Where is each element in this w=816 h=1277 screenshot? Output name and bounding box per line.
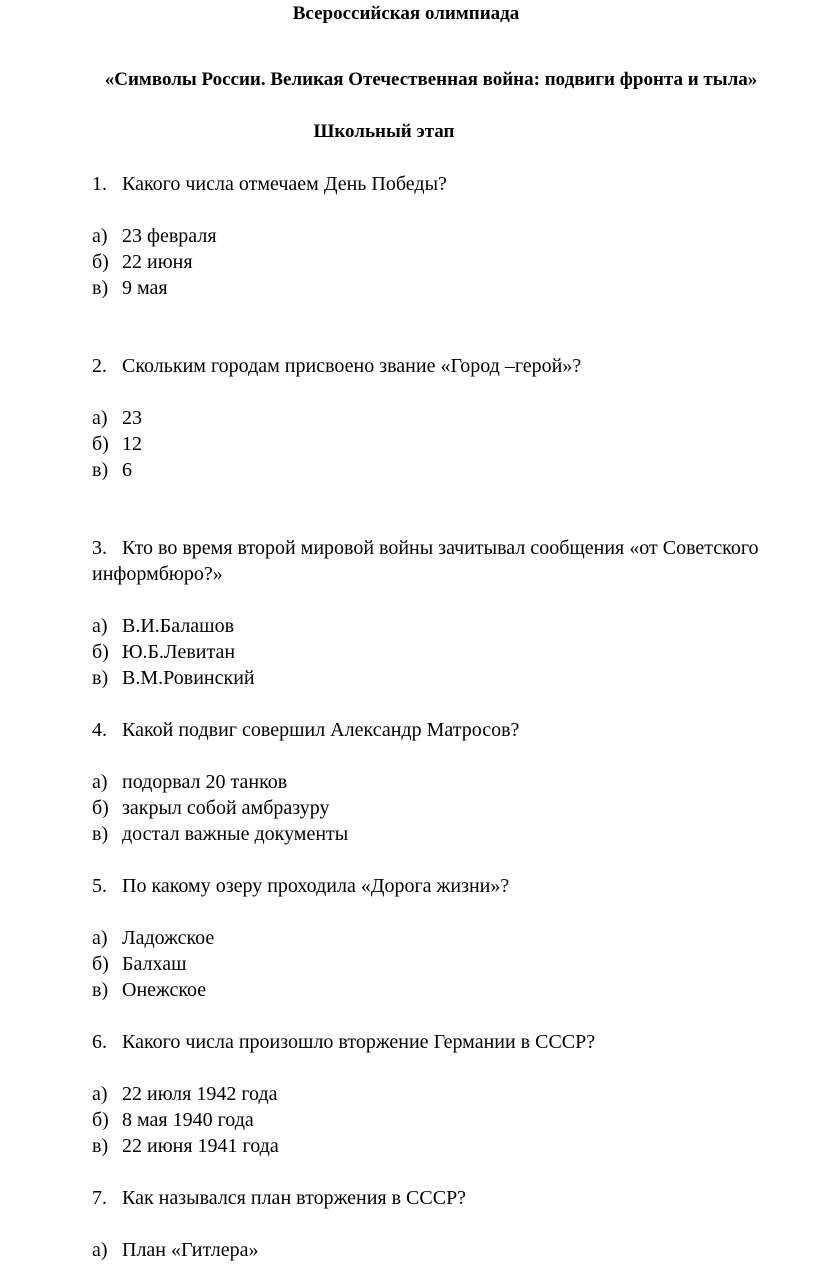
option-2a <box>92 405 142 431</box>
option-letter: в) <box>92 823 109 845</box>
option-6a <box>92 1081 278 1107</box>
option-letter: а) <box>92 225 108 247</box>
option-5a <box>92 925 214 951</box>
option-text: В.И.Балашов <box>122 615 235 637</box>
question-text: Как назывался план вторжения в СССР? <box>122 1187 467 1209</box>
question-number: 1. <box>92 173 107 195</box>
option-letter: а) <box>92 407 108 429</box>
option-text: подорвал 20 танков <box>122 771 288 793</box>
question-number: 7. <box>92 1187 107 1209</box>
olympiad-title: Всероссийская олимпиада <box>292 3 520 24</box>
question-number: 2. <box>92 355 107 377</box>
option-letter: а) <box>92 771 108 793</box>
question-7 <box>92 1185 466 1211</box>
option-5b <box>92 951 187 977</box>
option-letter: б) <box>92 953 109 975</box>
question-number: 5. <box>92 875 107 897</box>
option-4a <box>92 769 287 795</box>
option-letter: б) <box>92 251 109 273</box>
option-6c <box>92 1133 279 1159</box>
option-text: Ю.Б.Левитан <box>122 641 236 663</box>
question-text: Какой подвиг совершил Александр Матросов? <box>122 719 520 741</box>
option-text: Онежское <box>122 979 207 1001</box>
option-5c <box>92 977 206 1003</box>
option-letter: в) <box>92 459 109 481</box>
option-letter: б) <box>92 641 109 663</box>
option-4c <box>92 821 348 847</box>
question-text: Кто во время второй мировой войны зачитывал сообщения «от Советского <box>122 537 759 559</box>
option-6b <box>92 1107 254 1133</box>
option-letter: в) <box>92 1135 109 1157</box>
option-letter: а) <box>92 1239 108 1261</box>
option-text: План «Гитлера» <box>122 1239 259 1261</box>
option-text: 12 <box>122 433 142 455</box>
option-text: 23 февраля <box>122 225 217 247</box>
option-7a <box>92 1237 258 1263</box>
question-number: 4. <box>92 719 107 741</box>
option-text: 22 июля 1942 года <box>122 1083 278 1105</box>
question-text: Какого числа отмечаем День Победы? <box>122 173 447 195</box>
question-4 <box>92 717 519 743</box>
option-letter: а) <box>92 615 108 637</box>
option-text: 22 июня 1941 года <box>122 1135 279 1157</box>
option-3c <box>92 665 255 691</box>
question-1 <box>92 171 447 197</box>
option-text: Балхаш <box>122 953 187 975</box>
option-3a <box>92 613 234 639</box>
option-letter: б) <box>92 797 109 819</box>
option-text: 9 мая <box>122 277 168 299</box>
option-letter: б) <box>92 433 109 455</box>
option-text: В.М.Ровинский <box>122 667 255 689</box>
option-letter: а) <box>92 1083 108 1105</box>
option-3b <box>92 639 235 665</box>
option-letter: а) <box>92 927 108 949</box>
option-1b <box>92 249 193 275</box>
question-number: 6. <box>92 1031 107 1053</box>
option-text: 23 <box>122 407 142 429</box>
option-1c <box>92 275 168 301</box>
question-3 <box>92 535 759 561</box>
option-text: закрыл собой амбразуру <box>122 797 330 819</box>
question-3-continuation: информбюро?» <box>92 563 223 585</box>
option-letter: в) <box>92 277 109 299</box>
question-number: 3. <box>92 537 107 559</box>
olympiad-subtitle: «Символы России. Великая Отечественная война: подвиги фронта и тыла» <box>104 69 758 90</box>
question-2 <box>92 353 581 379</box>
question-6 <box>92 1029 595 1055</box>
question-text: Скольким городам присвоено звание «Город –герой»? <box>122 355 582 377</box>
option-4b <box>92 795 329 821</box>
option-letter: б) <box>92 1109 109 1131</box>
question-text: Какого числа произошло вторжение Германии в СССР? <box>122 1031 596 1053</box>
option-text: Ладожское <box>122 927 215 949</box>
option-text: 8 мая 1940 года <box>122 1109 254 1131</box>
option-text: 22 июня <box>122 251 193 273</box>
question-text: По какому озеру проходила «Дорога жизни»? <box>122 875 510 897</box>
option-letter: в) <box>92 667 109 689</box>
option-letter: в) <box>92 979 109 1001</box>
option-text: достал важные документы <box>122 823 349 845</box>
option-1a <box>92 223 217 249</box>
question-5 <box>92 873 509 899</box>
option-2b <box>92 431 142 457</box>
option-text: 6 <box>122 459 132 481</box>
option-2c <box>92 457 132 483</box>
stage-title: Школьный этап <box>313 121 455 142</box>
